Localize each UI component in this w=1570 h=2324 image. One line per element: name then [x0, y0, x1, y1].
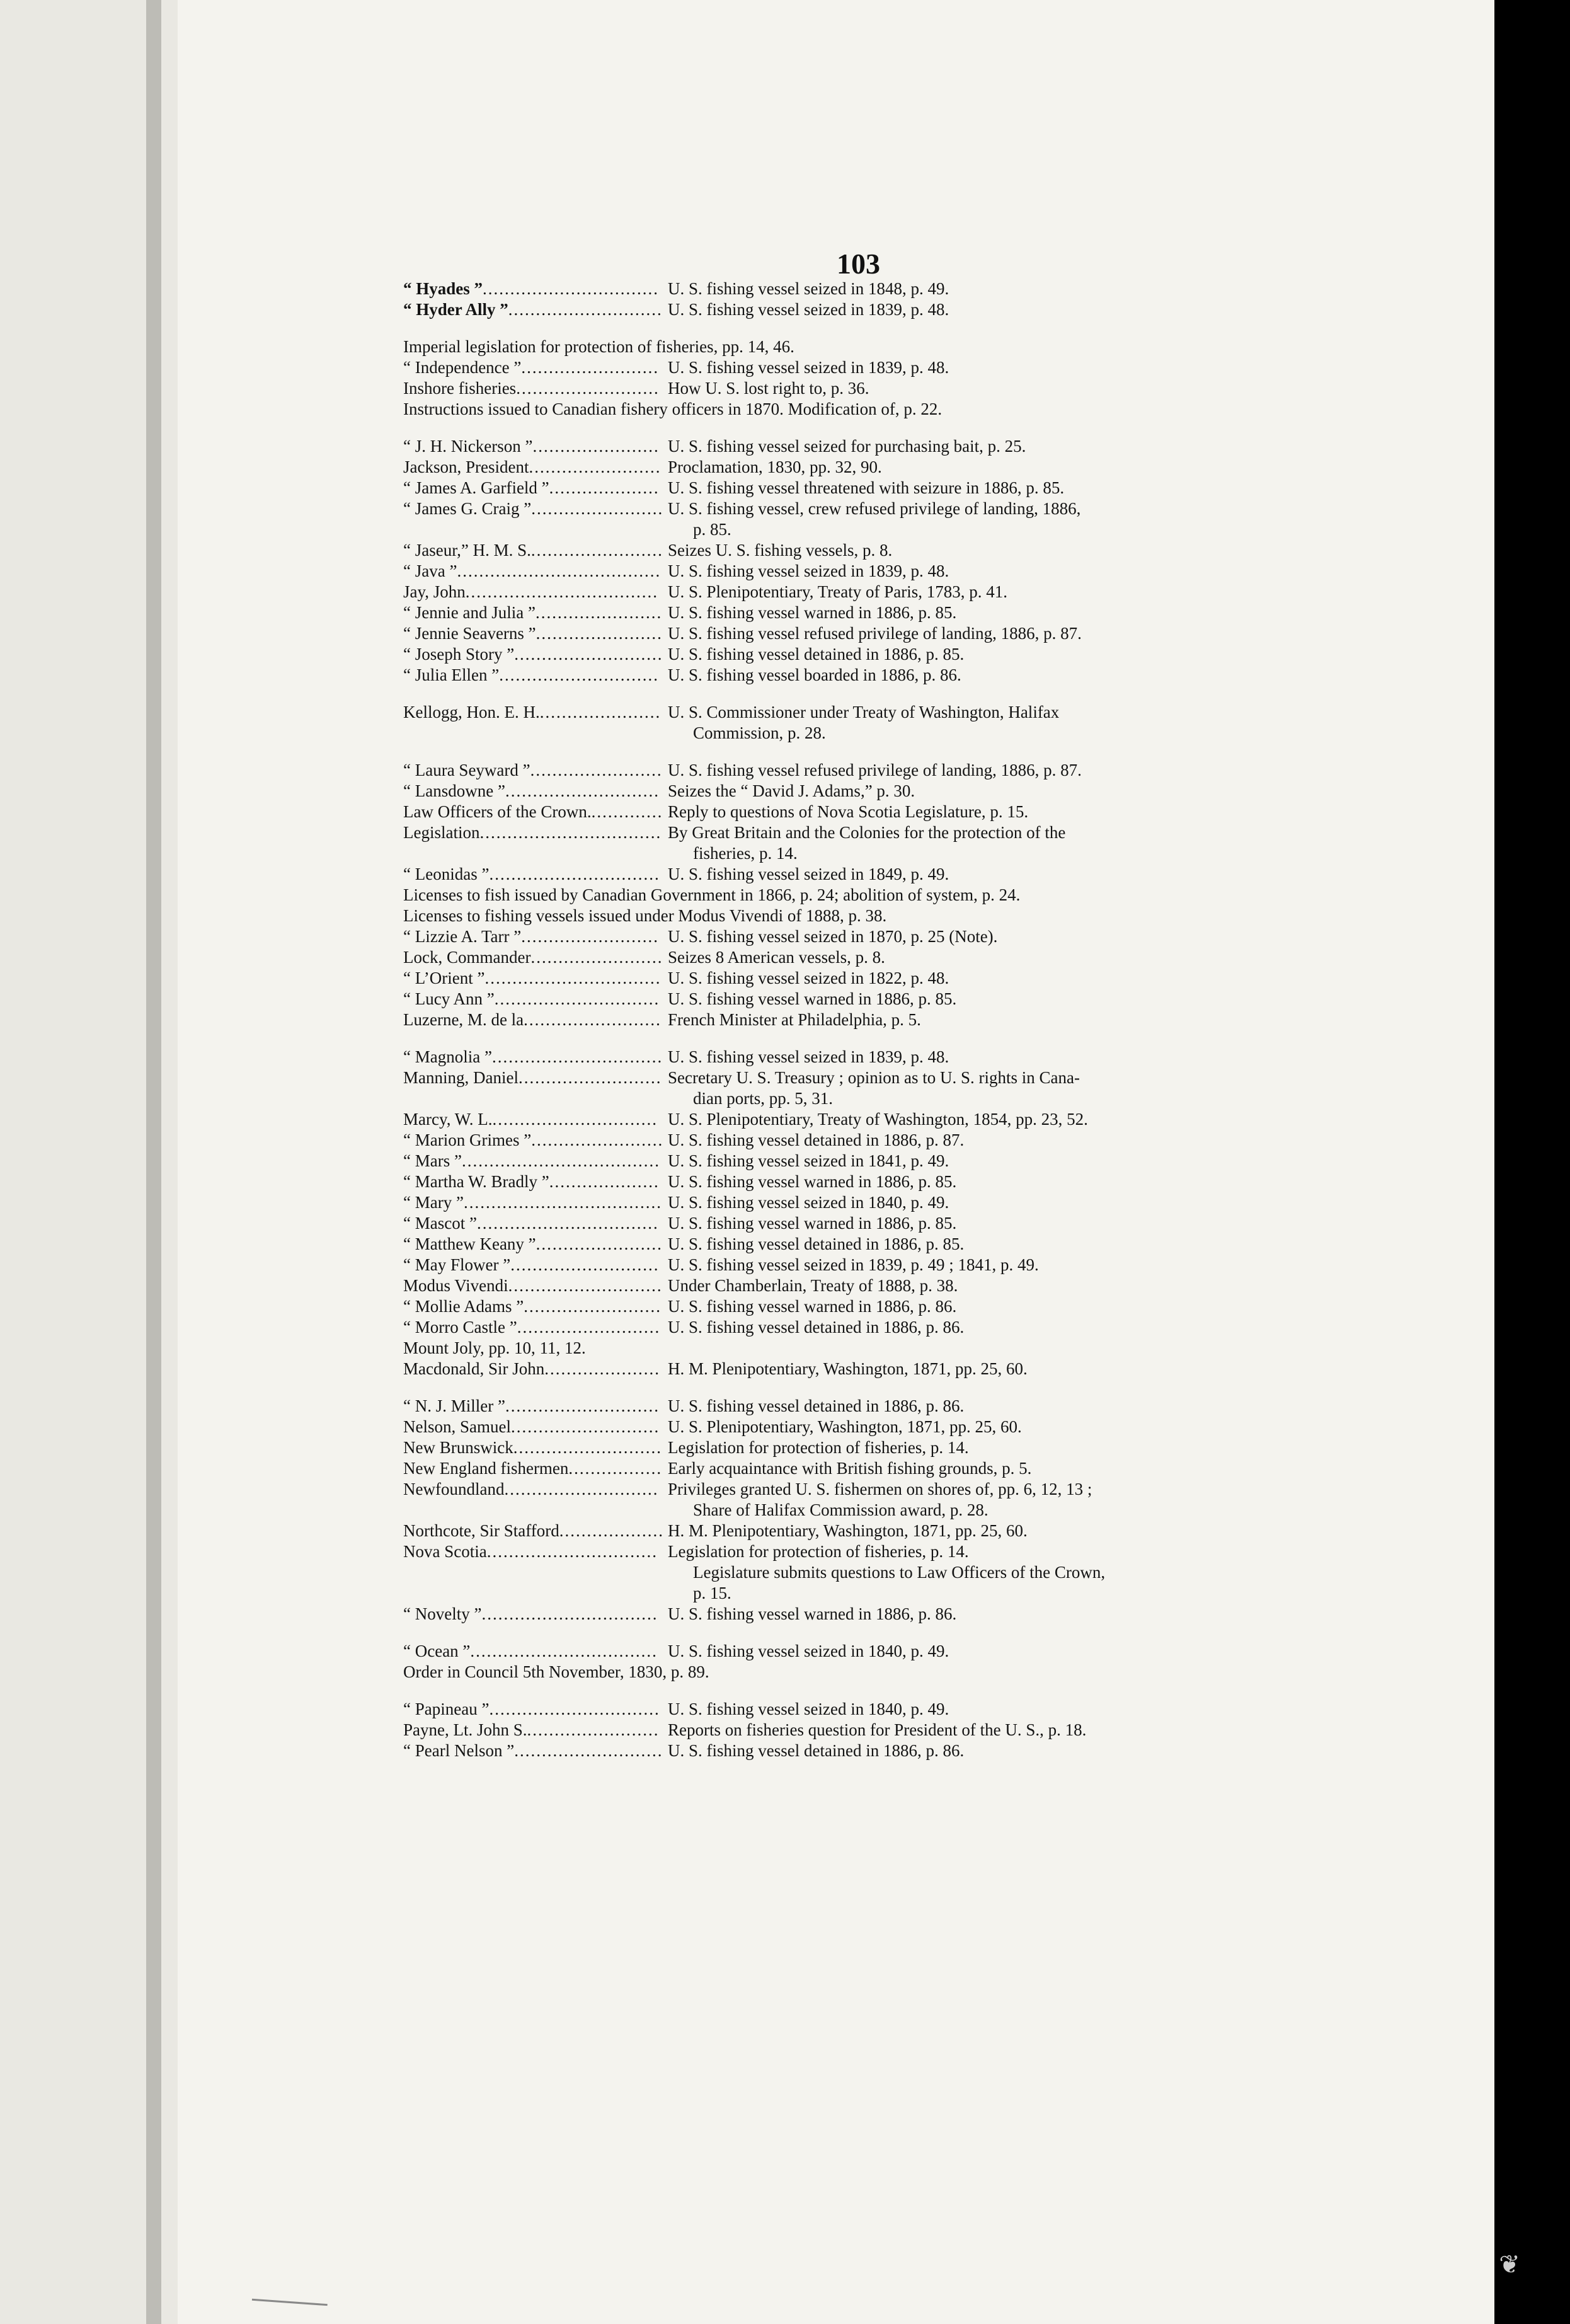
- index-entry: [403, 644, 1323, 665]
- dot-leader: ....................: [549, 1172, 660, 1191]
- group-separator: [403, 420, 1323, 436]
- index-entry: [403, 436, 1323, 457]
- description-line: U. S. fishing vessel seized in 1822, p. 48.: [668, 969, 949, 987]
- index-entry: [403, 582, 1323, 602]
- index-term: “ Novelty ”: [403, 1604, 482, 1623]
- index-term: Law Officers of the Crown.: [403, 802, 592, 821]
- index-entry: [403, 665, 1323, 686]
- description-line: U. S. fishing vessel threatened with seizure in 1886, p. 85.: [668, 478, 1065, 497]
- index-entry: [403, 299, 1323, 320]
- index-description: [668, 1417, 1323, 1437]
- index-term: “ Marion Grimes ”: [403, 1130, 532, 1149]
- index-description: [668, 1255, 1323, 1275]
- index-term: Northcote, Sir Stafford: [403, 1521, 559, 1540]
- index-description: [668, 582, 1323, 602]
- index-entry: [403, 1192, 1323, 1213]
- description-line: U. S. fishing vessel detained in 1886, p. 85.: [668, 1234, 965, 1253]
- page-right-border: [1494, 0, 1570, 2324]
- dot-leader: ...............................: [486, 1542, 658, 1561]
- group-separator: [403, 1379, 1323, 1396]
- index-description: [668, 702, 1323, 744]
- index-term: New Brunswick: [403, 1438, 513, 1457]
- dot-leader: ..........................: [517, 1318, 661, 1337]
- index-description: [668, 1067, 1323, 1109]
- description-line: U. S. fishing vessel seized in 1841, p. 49.: [668, 1151, 949, 1170]
- description-line: U. S. fishing vessel seized in 1839, p. 48.: [668, 300, 949, 319]
- description-continuation: fisheries, p. 14.: [693, 844, 798, 863]
- description-line: U. S. fishing vessel warned in 1886, p. 85.: [668, 989, 957, 1008]
- description-line: U. S. fishing vessel refused privilege of landing, 1886, p. 87.: [668, 761, 1082, 779]
- description-line: Seizes U. S. fishing vessels, p. 8.: [668, 541, 893, 560]
- dot-leader: ...........................: [510, 1417, 660, 1436]
- index-entry: [403, 1010, 1323, 1030]
- index-description: [668, 864, 1323, 885]
- dot-leader: ...................................: [465, 582, 658, 601]
- description-line: U. S. fishing vessel detained in 1886, p. 86.: [668, 1318, 965, 1337]
- index-description: [668, 1296, 1323, 1317]
- index-term: “ Papineau ”: [403, 1700, 490, 1718]
- index-term: Payne, Lt. John S.: [403, 1720, 527, 1739]
- description-line: French Minister at Philadelphia, p. 5.: [668, 1010, 921, 1029]
- dot-leader: ...........................: [514, 1741, 663, 1760]
- index-entry: [403, 1541, 1323, 1604]
- dot-leader: .........................: [524, 1297, 662, 1316]
- description-line: U. S. fishing vessel detained in 1886, p. 86.: [668, 1396, 965, 1415]
- dot-leader: ....................: [549, 478, 660, 497]
- index-term: Modus Vivendi: [403, 1276, 508, 1295]
- index-term: “ Morro Castle ”: [403, 1318, 517, 1337]
- facing-page-edge: [0, 0, 180, 2324]
- index-entry: [403, 906, 1323, 926]
- description-line: U. S. fishing vessel, crew refused privilege of landing, 1886,: [668, 499, 1081, 518]
- index-term: Nelson, Samuel: [403, 1417, 511, 1436]
- dot-leader: ............................: [505, 781, 660, 800]
- index-entry: [403, 926, 1323, 947]
- index-term: “ James A. Garfield ”: [403, 478, 549, 497]
- dot-leader: ......................: [539, 703, 662, 722]
- index-term: Order in Council 5th November, 1830, p. 89.: [403, 1662, 709, 1681]
- index-description: [668, 1437, 1323, 1458]
- index-term: Nova Scotia: [403, 1542, 487, 1561]
- index-description: [668, 968, 1323, 989]
- dot-leader: ...............................: [491, 1047, 663, 1066]
- index-term: Licenses to fishing vessels issued under Modus Vivendi of 1888, p. 38.: [403, 906, 887, 925]
- description-line: U. S. fishing vessel detained in 1886, p. 85.: [668, 645, 965, 664]
- index-term: Kellogg, Hon. E. H.: [403, 703, 540, 722]
- index-term: Macdonald, Sir John: [403, 1359, 545, 1378]
- index-entry: [403, 602, 1323, 623]
- index-term: “ Independence ”: [403, 358, 522, 377]
- index-entry: [403, 1662, 1323, 1683]
- index-term: “ Lizzie A. Tarr ”: [403, 927, 522, 946]
- index-entry: [403, 1458, 1323, 1479]
- description-line: U. S. fishing vessel seized in 1839, p. 48.: [668, 1047, 949, 1066]
- description-line: Proclamation, 1830, pp. 32, 90.: [668, 457, 882, 476]
- index-entry: [403, 1479, 1323, 1521]
- index-term: “ James G. Craig ”: [403, 499, 532, 518]
- description-line: U. S. fishing vessel seized in 1840, p. 49.: [668, 1193, 949, 1212]
- index-entry: [403, 760, 1323, 781]
- index-description: [668, 1213, 1323, 1234]
- description-line: U. S. Plenipotentiary, Washington, 1871, pp. 25, 60.: [668, 1417, 1022, 1436]
- index-entry: [403, 885, 1323, 906]
- description-line: U. S. fishing vessel refused privilege of landing, 1886, p. 87.: [668, 624, 1082, 643]
- description-continuation: p. 15.: [693, 1584, 731, 1602]
- index-entry: [403, 822, 1323, 864]
- index-entry: [403, 1740, 1323, 1761]
- dot-leader: ...............................: [489, 1700, 660, 1718]
- index-description: [668, 478, 1323, 498]
- description-line: Privileges granted U. S. fishermen on shores of, pp. 6, 12, 13 ;: [668, 1480, 1092, 1499]
- index-entry: [403, 864, 1323, 885]
- description-line: U. S. fishing vessel seized for purchasing bait, p. 25.: [668, 437, 1026, 456]
- index-term: Marcy, W. L.: [403, 1110, 493, 1129]
- group-separator: [403, 744, 1323, 760]
- index-entry: [403, 1641, 1323, 1662]
- index-description: [668, 1010, 1323, 1030]
- index-term: “ Mascot ”: [403, 1214, 477, 1233]
- group-separator: [403, 320, 1323, 337]
- index-term: Mount Joly, pp. 10, 11, 12.: [403, 1338, 586, 1357]
- index-description: [668, 1109, 1323, 1130]
- page-number: 103: [837, 248, 880, 280]
- index-term: New England fishermen: [403, 1459, 569, 1478]
- dot-leader: ...........................: [510, 1255, 660, 1274]
- index-entry: [403, 1151, 1323, 1171]
- dot-leader: ................................: [481, 1604, 658, 1623]
- index-term: Jay, John: [403, 582, 466, 601]
- index-entry: [403, 1417, 1323, 1437]
- description-line: U. S. fishing vessel seized in 1840, p. 49.: [668, 1700, 949, 1718]
- index-description: [668, 498, 1323, 540]
- dot-leader: ............................: [508, 300, 663, 319]
- dot-leader: ...........................: [514, 645, 663, 664]
- index-description: [668, 1151, 1323, 1171]
- index-entry: [403, 947, 1323, 968]
- index-description: [668, 1317, 1323, 1338]
- description-line: Reply to questions of Nova Scotia Legislature, p. 15.: [668, 802, 1029, 821]
- index-term: “ Lansdowne ”: [403, 781, 505, 800]
- index-description: [668, 561, 1323, 582]
- dot-leader: ........................: [531, 499, 664, 518]
- description-line: U. S. fishing vessel boarded in 1886, p. 86.: [668, 665, 961, 684]
- index-entry: [403, 1521, 1323, 1541]
- index-term: “ Julia Ellen ”: [403, 665, 500, 684]
- description-line: Legislation for protection of fisheries, p. 14.: [668, 1438, 969, 1457]
- index-description: [668, 1458, 1323, 1479]
- dot-leader: ....................................: [463, 1193, 662, 1212]
- index-description: [668, 1359, 1323, 1379]
- index-term: “ May Flower ”: [403, 1255, 511, 1274]
- dot-leader: ..................................: [470, 1642, 658, 1660]
- index-description: [668, 802, 1323, 822]
- index-entry: [403, 1255, 1323, 1275]
- index-term: “ Jennie Seaverns ”: [403, 624, 536, 643]
- index-description: [668, 357, 1323, 378]
- description-continuation: Share of Halifax Commission award, p. 28.: [693, 1500, 988, 1519]
- index-description: [668, 1720, 1323, 1740]
- group-separator: [403, 686, 1323, 702]
- index-description: [668, 665, 1323, 686]
- description-line: Seizes the “ David J. Adams,” p. 30.: [668, 781, 915, 800]
- index-entry: [403, 1130, 1323, 1151]
- index-entry: [403, 498, 1323, 540]
- description-line: Under Chamberlain, Treaty of 1888, p. 38.: [668, 1276, 958, 1295]
- index-description: [668, 926, 1323, 947]
- index-entry: [403, 337, 1323, 357]
- index-entry: [403, 279, 1323, 299]
- index-entry: [403, 1338, 1323, 1359]
- dot-leader: ...................: [559, 1521, 664, 1540]
- index-description: [668, 1641, 1323, 1662]
- dot-leader: ..........................: [518, 1068, 662, 1087]
- index-entry: [403, 623, 1323, 644]
- index-description: [668, 760, 1323, 781]
- dot-leader: ..............................: [492, 1110, 658, 1129]
- index-description: [668, 1047, 1323, 1067]
- index-description: [668, 1192, 1323, 1213]
- index-term: “ N. J. Miller ”: [403, 1396, 505, 1415]
- index-description: [668, 299, 1323, 320]
- dot-leader: ..........................: [516, 379, 660, 398]
- index-term: Jackson, President: [403, 457, 529, 476]
- description-line: U. S. Plenipotentiary, Treaty of Washington, 1854, pp. 23, 52.: [668, 1110, 1088, 1129]
- index-entry: [403, 1359, 1323, 1379]
- index-term: Imperial legislation for protection of fisheries, pp. 14, 46.: [403, 337, 794, 356]
- description-line: U. S. fishing vessel warned in 1886, p. 85.: [668, 1172, 957, 1191]
- description-line: U. S. fishing vessel warned in 1886, p. 86.: [668, 1297, 957, 1316]
- index-term: Licenses to fish issued by Canadian Government in 1866, p. 24; abolition of system, p. 24.: [403, 885, 1021, 904]
- description-line: U. S. fishing vessel warned in 1886, p. 85.: [668, 1214, 957, 1233]
- dot-leader: .................................: [476, 1214, 659, 1233]
- dot-leader: .....................: [544, 1359, 660, 1378]
- index-description: [668, 781, 1323, 802]
- index-description: [668, 947, 1323, 968]
- group-separator: [403, 1625, 1323, 1641]
- index-term: “ Ocean ”: [403, 1642, 471, 1660]
- index-term: Manning, Daniel: [403, 1068, 519, 1087]
- index-description: [668, 1396, 1323, 1417]
- index-term: “ Hyades ”: [403, 279, 483, 298]
- description-line: Seizes 8 American vessels, p. 8.: [668, 948, 885, 967]
- description-continuation: dian ports, pp. 5, 31.: [693, 1089, 833, 1108]
- description-line: U. S. fishing vessel detained in 1886, p. 86.: [668, 1741, 965, 1760]
- description-line: U. S. fishing vessel seized in 1839, p. 49 ; 1841, p. 49.: [668, 1255, 1039, 1274]
- description-line: H. M. Plenipotentiary, Washington, 1871, pp. 25, 60.: [668, 1359, 1028, 1378]
- dot-leader: ..............................: [494, 989, 660, 1008]
- dot-leader: .....................................: [457, 561, 662, 580]
- index-term: “ Hyder Ally ”: [403, 300, 508, 319]
- description-line: Early acquaintance with British fishing grounds, p. 5.: [668, 1459, 1032, 1478]
- dot-leader: .................: [568, 1459, 663, 1478]
- index-description: [668, 989, 1323, 1010]
- index-entry: [403, 989, 1323, 1010]
- dot-leader: ................................: [484, 969, 662, 987]
- index-term: Newfoundland: [403, 1480, 505, 1499]
- description-line: U. S. fishing vessel seized in 1849, p. 49.: [668, 865, 949, 883]
- index-description: [668, 1604, 1323, 1625]
- index-entry: [403, 1437, 1323, 1458]
- index-term: “ Jaseur,” H. M. S.: [403, 541, 531, 560]
- index-term: “ Java ”: [403, 561, 457, 580]
- description-line: U. S. fishing vessel seized in 1870, p. 25 (Note).: [668, 927, 998, 946]
- index-description: [668, 1740, 1323, 1761]
- index-term: “ Jennie and Julia ”: [403, 603, 536, 622]
- index-term: “ Laura Seyward ”: [403, 761, 530, 779]
- index-term: “ Pearl Nelson ”: [403, 1741, 515, 1760]
- dot-leader: .........................: [521, 927, 660, 946]
- index-entry: [403, 1047, 1323, 1067]
- dot-leader: ...........................: [513, 1438, 662, 1457]
- index-entry: [403, 1275, 1323, 1296]
- index-term: Luzerne, M. de la: [403, 1010, 524, 1029]
- dot-leader: .......................: [536, 1234, 663, 1253]
- description-line: U. S. fishing vessel warned in 1886, p. 85.: [668, 603, 957, 622]
- dot-leader: ............................: [508, 1276, 663, 1295]
- description-line: U. S. Plenipotentiary, Treaty of Paris, 1783, p. 41.: [668, 582, 1007, 601]
- gutter-shadow: [146, 0, 161, 2324]
- index-entry: [403, 561, 1323, 582]
- dot-leader: ........................: [530, 541, 663, 560]
- index-term: “ Lucy Ann ”: [403, 989, 495, 1008]
- dot-leader: .........................: [524, 1010, 662, 1029]
- description-continuation: Legislature submits questions to Law Officers of the Crown,: [693, 1563, 1106, 1582]
- dot-leader: ........................: [530, 948, 663, 967]
- index-entry: [403, 1171, 1323, 1192]
- index-term: Instructions issued to Canadian fishery officers in 1870. Modification of, p. 22.: [403, 400, 943, 418]
- index-list: [403, 279, 1323, 1761]
- index-description: [668, 1479, 1323, 1521]
- index-entry: [403, 1396, 1323, 1417]
- index-entry: [403, 540, 1323, 561]
- group-separator: [403, 1030, 1323, 1047]
- index-term: “ L’Orient ”: [403, 969, 485, 987]
- index-term: “ Mars ”: [403, 1151, 462, 1170]
- dot-leader: ...............................: [489, 865, 660, 883]
- dot-leader: ........................: [527, 1720, 660, 1739]
- index-description: [668, 1234, 1323, 1255]
- index-term: Inshore fisheries: [403, 379, 517, 398]
- index-term: “ Matthew Keany ”: [403, 1234, 536, 1253]
- dot-leader: .............................: [499, 665, 659, 684]
- library-stamp-icon: ❦: [1499, 2250, 1520, 2279]
- index-description: [668, 644, 1323, 665]
- dot-leader: ............................: [505, 1396, 660, 1415]
- index-term: “ Joseph Story ”: [403, 645, 515, 664]
- index-term: Lock, Commander: [403, 948, 531, 967]
- description-line: By Great Britain and the Colonies for the protection of the: [668, 823, 1066, 842]
- index-term: “ Martha W. Bradly ”: [403, 1172, 549, 1191]
- index-entry: [403, 1720, 1323, 1740]
- index-description: [668, 436, 1323, 457]
- description-line: U. S. fishing vessel seized in 1840, p. 49.: [668, 1642, 949, 1660]
- index-entry: [403, 399, 1323, 420]
- description-line: H. M. Plenipotentiary, Washington, 1871, pp. 25, 60.: [668, 1521, 1028, 1540]
- dot-leader: ....................................: [461, 1151, 660, 1170]
- index-description: [668, 1699, 1323, 1720]
- dot-leader: .............: [591, 802, 663, 821]
- group-separator: [403, 1683, 1323, 1699]
- dot-leader: ........................: [531, 1130, 664, 1149]
- dot-leader: .................................: [479, 823, 662, 842]
- index-entry: [403, 781, 1323, 802]
- index-entry: [403, 457, 1323, 478]
- index-description: [668, 1521, 1323, 1541]
- dot-leader: .........................: [521, 358, 660, 377]
- description-line: Reports on fisheries question for President of the U. S., p. 18.: [668, 1720, 1087, 1739]
- index-term: “ Magnolia ”: [403, 1047, 492, 1066]
- description-line: U. S. fishing vessel seized in 1848, p. 49.: [668, 279, 949, 298]
- index-description: [668, 540, 1323, 561]
- index-entry: [403, 1699, 1323, 1720]
- index-description: [668, 1275, 1323, 1296]
- index-entry: [403, 1213, 1323, 1234]
- dot-leader: ........................: [529, 457, 662, 476]
- index-entry: [403, 1317, 1323, 1338]
- index-entry: [403, 1604, 1323, 1625]
- index-description: [668, 279, 1323, 299]
- index-description: [668, 378, 1323, 399]
- index-entry: [403, 702, 1323, 744]
- index-entry: [403, 1234, 1323, 1255]
- dot-leader: .......................: [536, 624, 663, 643]
- description-line: U. S. Commissioner under Treaty of Washington, Halifax: [668, 703, 1060, 722]
- index-term: “ Mary ”: [403, 1193, 464, 1212]
- index-entry: [403, 1067, 1323, 1109]
- index-description: [668, 602, 1323, 623]
- index-entry: [403, 478, 1323, 498]
- index-entry: [403, 378, 1323, 399]
- dot-leader: ................................: [483, 279, 660, 298]
- index-term: “ J. H. Nickerson ”: [403, 437, 533, 456]
- index-entry: [403, 968, 1323, 989]
- index-entry: [403, 802, 1323, 822]
- index-entry: [403, 1109, 1323, 1130]
- description-line: Legislation for protection of fisheries, p. 14.: [668, 1542, 969, 1561]
- description-line: U. S. fishing vessel detained in 1886, p. 87.: [668, 1130, 965, 1149]
- description-continuation: p. 85.: [693, 520, 731, 539]
- description-continuation: Commission, p. 28.: [693, 723, 826, 742]
- index-description: [668, 822, 1323, 864]
- dot-leader: .......................: [535, 603, 663, 622]
- dot-leader: ............................: [504, 1480, 659, 1499]
- index-description: [668, 457, 1323, 478]
- index-entry: [403, 357, 1323, 378]
- index-description: [668, 1130, 1323, 1151]
- index-term: “ Mollie Adams ”: [403, 1297, 524, 1316]
- index-description: [668, 623, 1323, 644]
- description-line: How U. S. lost right to, p. 36.: [668, 379, 869, 398]
- index-entry: [403, 1296, 1323, 1317]
- description-line: U. S. fishing vessel seized in 1839, p. 48.: [668, 358, 949, 377]
- index-term: Legislation: [403, 823, 480, 842]
- dot-leader: .......................: [532, 437, 660, 456]
- description-line: U. S. fishing vessel warned in 1886, p. 86.: [668, 1604, 957, 1623]
- dot-leader: ........................: [530, 761, 663, 779]
- index-description: [668, 1541, 1323, 1604]
- index-term: “ Leonidas ”: [403, 865, 490, 883]
- description-line: U. S. fishing vessel seized in 1839, p. 48.: [668, 561, 949, 580]
- description-line: Secretary U. S. Treasury ; opinion as to U. S. rights in Cana-: [668, 1068, 1080, 1087]
- index-description: [668, 1171, 1323, 1192]
